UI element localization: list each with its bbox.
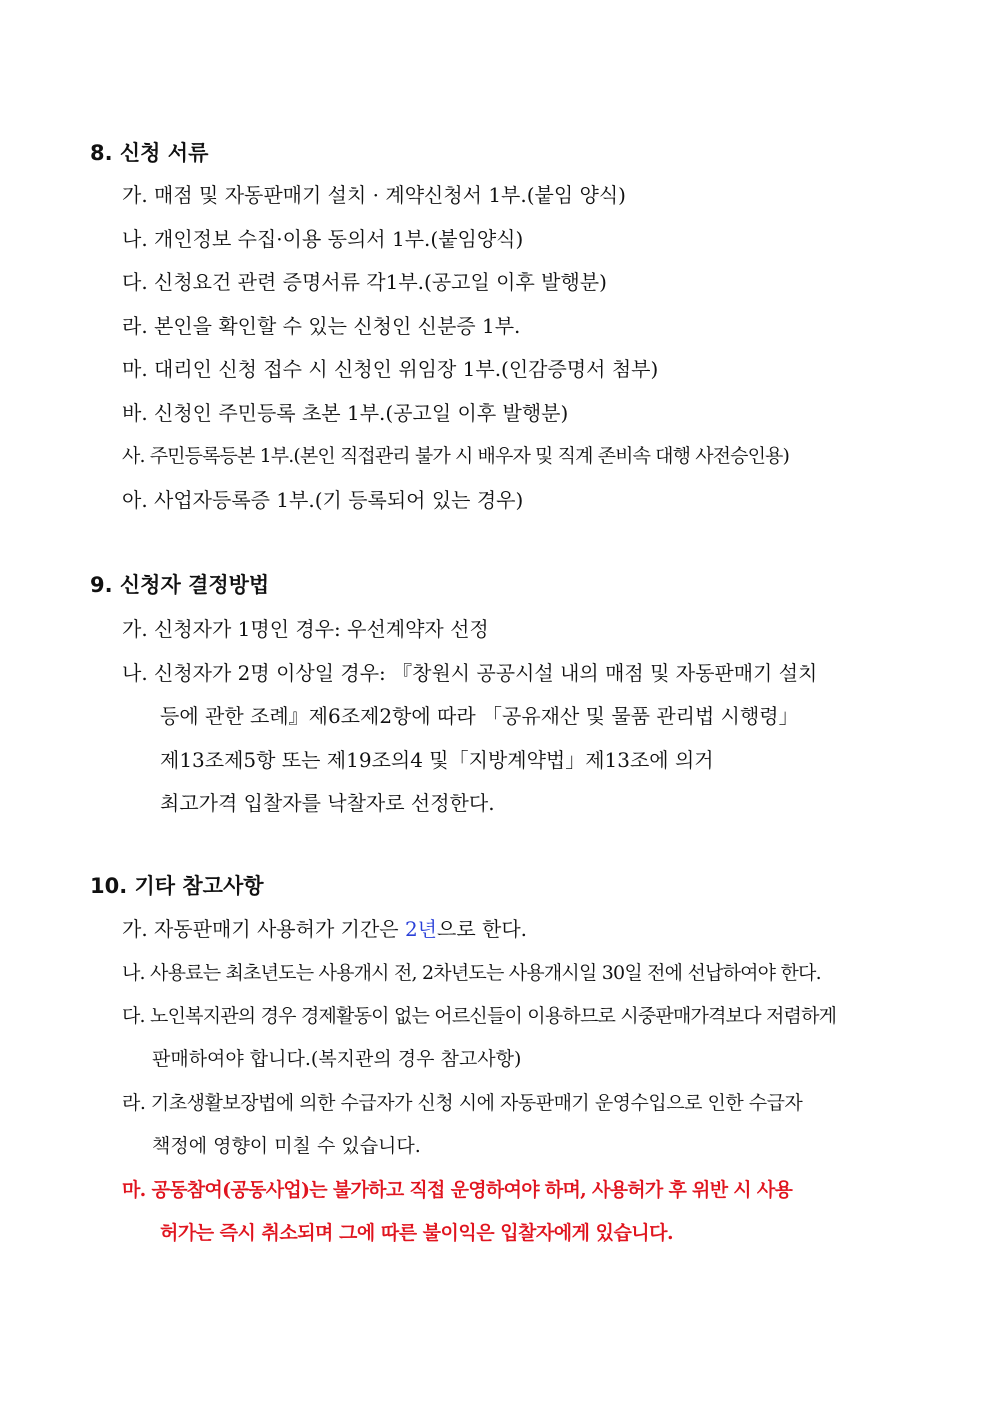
section-8-item-sa: 사. 주민등록등본 1부.(본인 직접관리 불가 시 배우자 및 직계 존비속 대행 사전승인용)	[122, 445, 790, 467]
section-8-item-ga: 가. 매점 및 자동판매기 설치 · 계약신청서 1부.(붙임 양식)	[122, 183, 626, 207]
section-8-item-na: 나. 개인정보 수집·이용 동의서 1부.(붙임양식)	[122, 227, 524, 251]
section-8-heading: 8. 신청 서류	[90, 141, 209, 165]
section-10-item-ra: 라. 기초생활보장법에 의한 수급자가 신청 시에 자동판매기 운영수입으로 인한 수급자	[122, 1092, 803, 1114]
section-10-warning-line-1: 마. 공동참여(공동사업)는 불가하고 직접 운영하여야 하며, 사용허가 후 위반 시 사용	[122, 1179, 793, 1201]
section-9-item-ga: 가. 신청자가 1명인 경우: 우선계약자 선정	[122, 617, 489, 641]
section-8-item-a: 아. 사업자등록증 1부.(기 등록되어 있는 경우)	[122, 488, 524, 512]
section-8-item-ra: 라. 본인을 확인할 수 있는 신청인 신분증 1부.	[122, 314, 521, 338]
section-10-item-ga-text-post: 으로 한다.	[437, 917, 527, 941]
section-10-item-da-cont: 판매하여야 합니다.(복지관의 경우 참고사항)	[152, 1048, 522, 1070]
section-10-item-na: 나. 사용료는 최초년도는 사용개시 전, 2차년도는 사용개시일 30일 전에 선납하여야 한다.	[122, 962, 821, 984]
section-8-item-ma: 마. 대리인 신청 접수 시 신청인 위임장 1부.(인감증명서 첨부)	[122, 357, 659, 381]
section-10-warning-line-2: 허가는 즉시 취소되며 그에 따른 불이익은 입찰자에게 있습니다.	[160, 1222, 674, 1244]
section-9-item-na-cont-1: 등에 관한 조례』제6조제2항에 따라 「공유재산 및 물품 관리법 시행령」	[160, 704, 799, 728]
section-10-heading: 10. 기타 참고사항	[90, 874, 264, 898]
section-8-item-da: 다. 신청요건 관련 증명서류 각1부.(공고일 이후 발행분)	[122, 270, 607, 294]
section-10-item-ra-cont: 책정에 영향이 미칠 수 있습니다.	[152, 1135, 421, 1157]
section-9-item-na-cont-3: 최고가격 입찰자를 낙찰자로 선정한다.	[160, 791, 495, 815]
section-10-item-da: 다. 노인복지관의 경우 경제활동이 없는 어르신들이 이용하므로 시중판매가격보다 저렴하게	[122, 1005, 837, 1027]
section-10-item-ga	[122, 916, 527, 942]
section-9-item-na: 나. 신청자가 2명 이상일 경우: 『창원시 공공시설 내의 매점 및 자동판매기 설치	[122, 661, 818, 685]
section-10-item-ga-highlight: 2년	[404, 917, 437, 941]
section-8-item-ba: 바. 신청인 주민등록 초본 1부.(공고일 이후 발행분)	[122, 401, 569, 425]
section-10-item-ga-text-pre: 가. 자동판매기 사용허가 기간은	[122, 917, 405, 941]
section-9-heading: 9. 신청자 결정방법	[90, 573, 270, 597]
section-9-item-na-cont-2: 제13조제5항 또는 제19조의4 및「지방계약법」제13조에 의거	[160, 748, 714, 772]
